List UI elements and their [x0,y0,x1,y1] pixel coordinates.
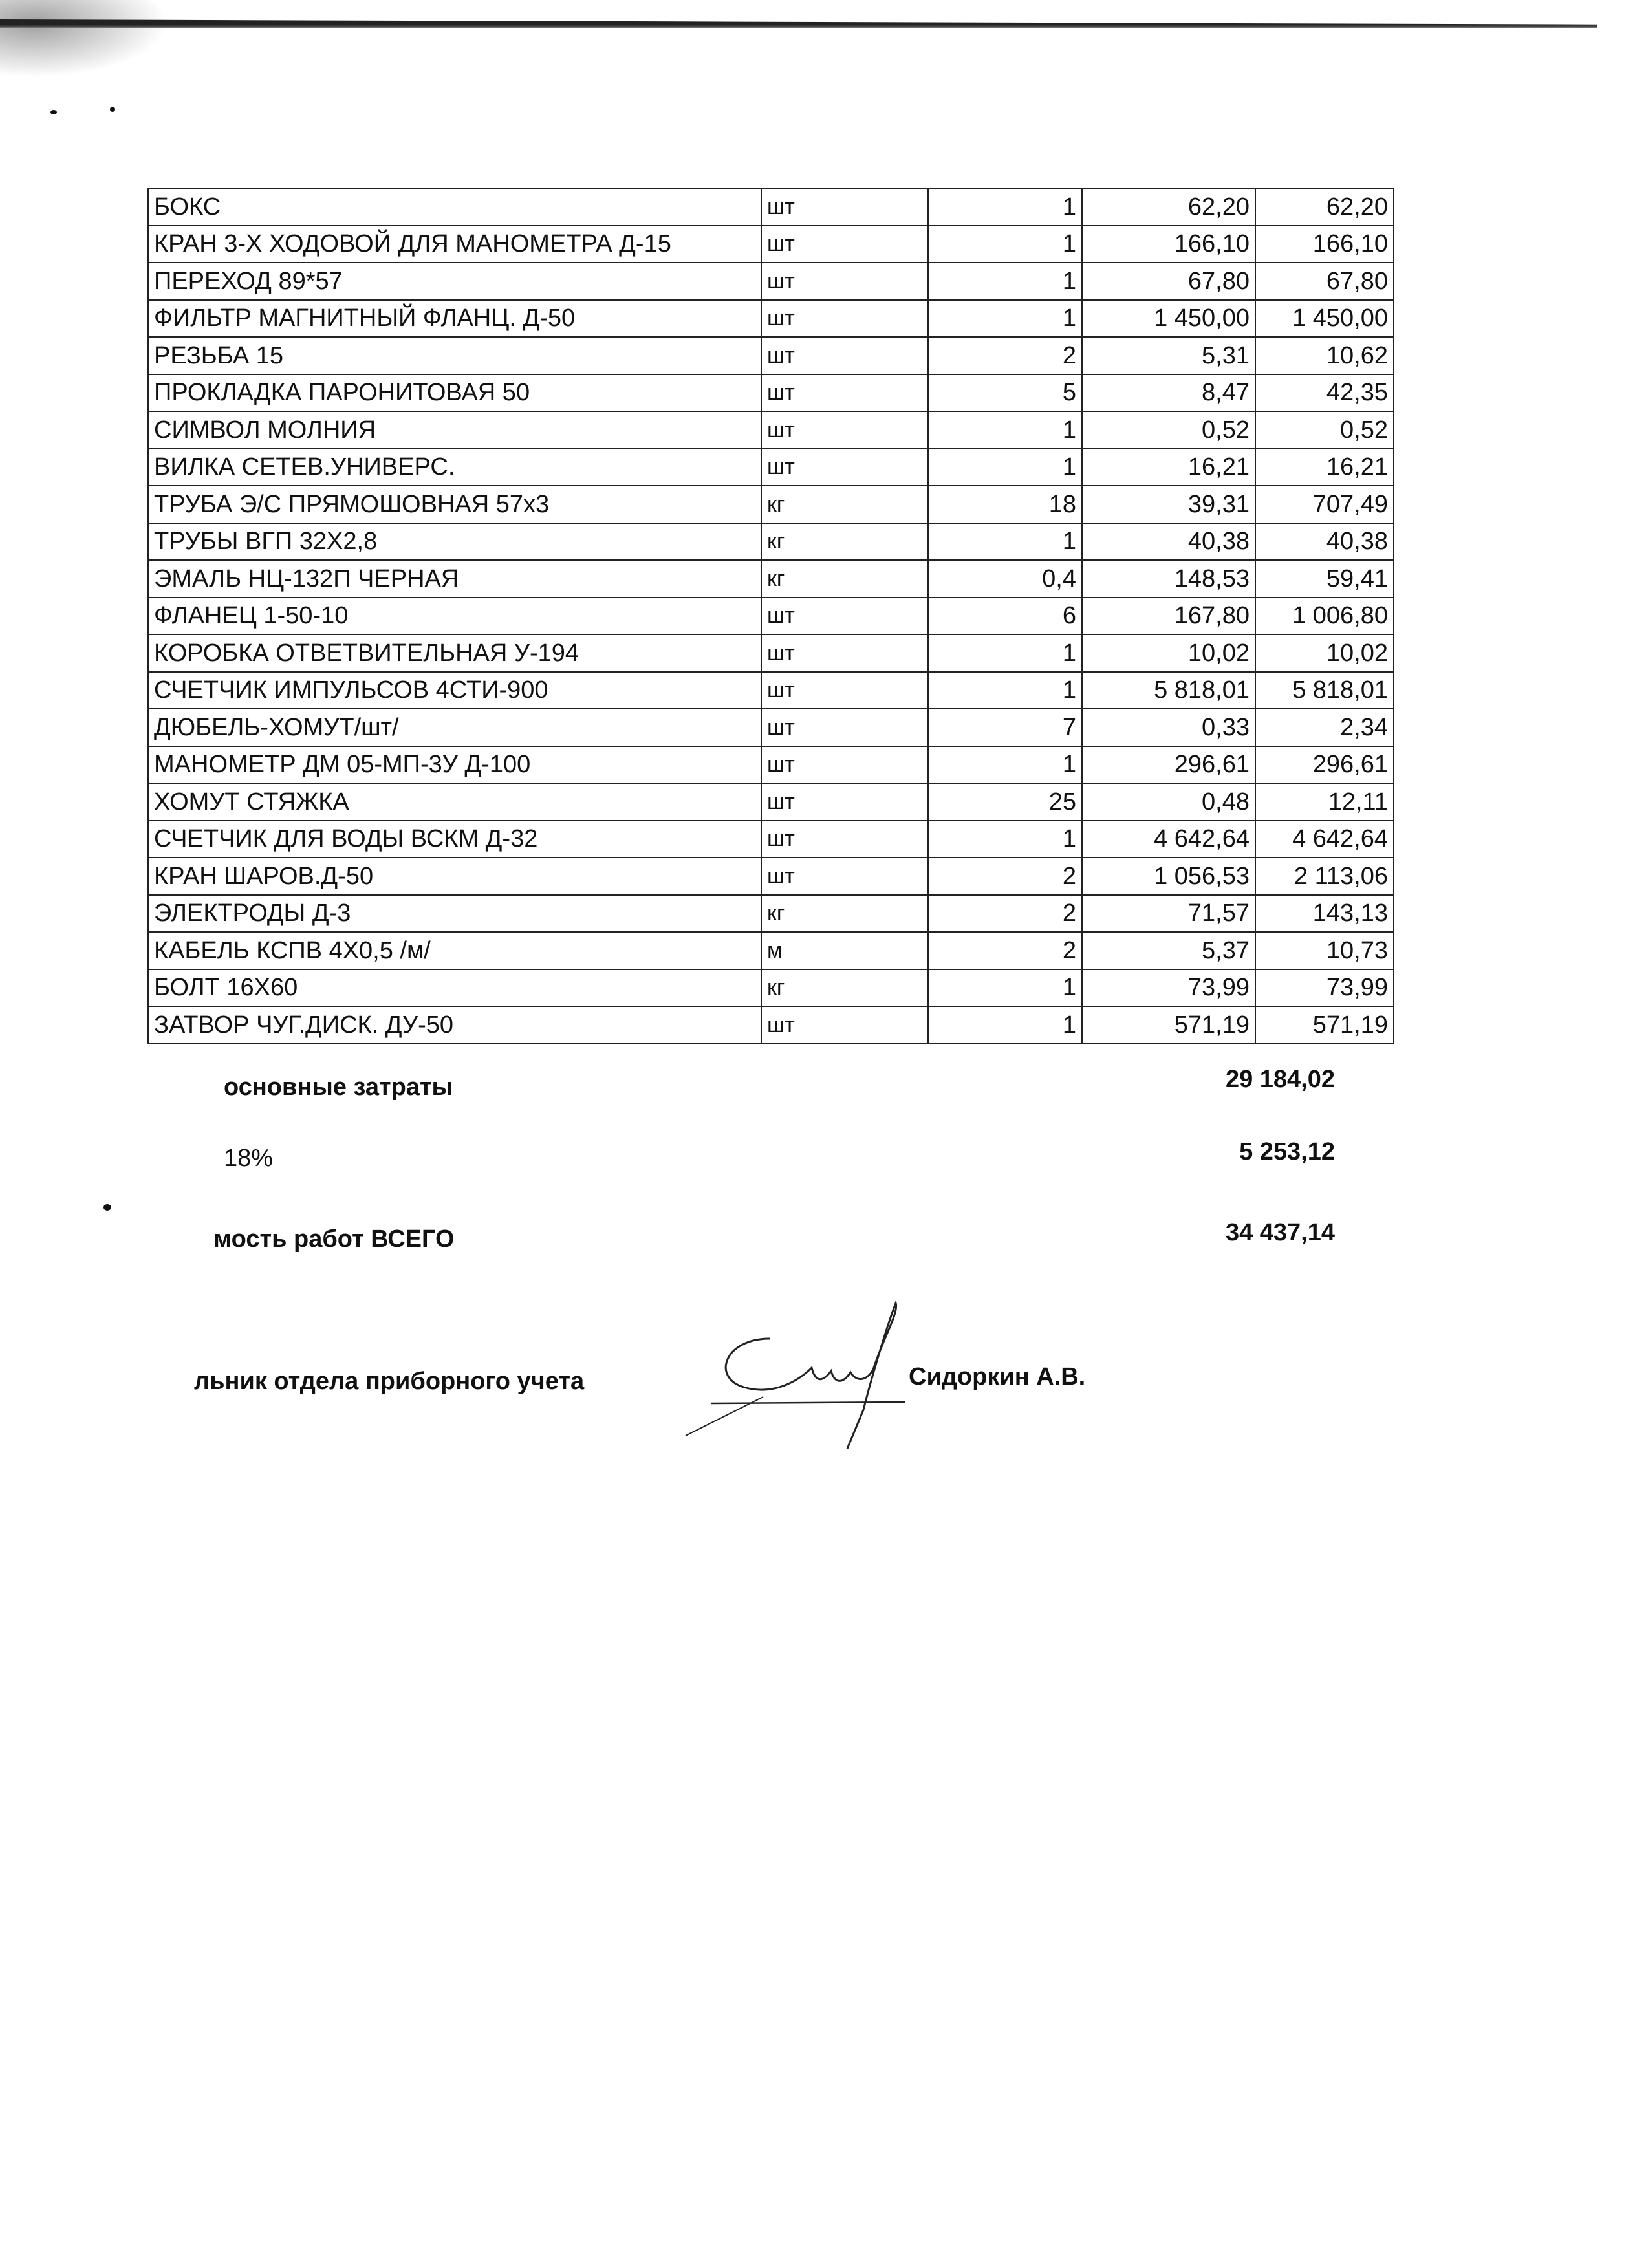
table-row [148,263,1394,300]
item-qty-cell: 1 [928,634,1082,672]
item-sum-cell: 10,02 [1255,634,1394,672]
item-price-cell: 71,57 [1082,895,1255,933]
item-sum-cell: 10,62 [1255,337,1394,374]
table-row [148,932,1394,969]
item-name-cell: ФИЛЬТР МАГНИТНЫЙ ФЛАНЦ. Д-50 [148,300,761,338]
item-qty-cell: 1 [928,821,1082,858]
table-row [148,709,1394,746]
item-sum-cell: 59,41 [1255,560,1394,598]
item-name-cell: СИМВОЛ МОЛНИЯ [148,411,761,449]
item-unit-cell: шт [761,226,928,263]
item-unit-cell: шт [761,672,928,709]
item-name-cell: КРАН ШАРОВ.Д-50 [148,858,761,895]
table-row [148,486,1394,523]
scan-speck [103,1204,111,1211]
item-price-cell: 0,33 [1082,709,1255,746]
total-label-bold: ВСЕГО [371,1226,455,1253]
item-price-cell: 571,19 [1082,1006,1255,1044]
item-name-cell: БОЛТ 16Х60 [148,969,761,1007]
total-label-prefix: мость работ [213,1226,371,1253]
table-row [148,449,1394,486]
item-unit-cell: шт [761,821,928,858]
item-sum-cell: 16,21 [1255,449,1394,486]
item-sum-cell: 67,80 [1255,263,1394,300]
item-sum-cell: 10,73 [1255,932,1394,969]
item-sum-cell: 1 450,00 [1255,300,1394,338]
table-row [148,821,1394,858]
item-unit-cell: шт [761,449,928,486]
item-sum-cell: 62,20 [1255,188,1394,226]
item-unit-cell: шт [761,783,928,821]
vat-label: 18% [224,1145,274,1172]
item-price-cell: 16,21 [1082,449,1255,486]
base-costs-value: 29 184,02 [1225,1066,1335,1093]
table-row [148,560,1394,598]
item-qty-cell: 18 [928,486,1082,523]
item-qty-cell: 5 [928,374,1082,412]
table-row [148,337,1394,374]
item-unit-cell: кг [761,523,928,561]
total-value: 34 437,14 [1225,1219,1335,1246]
base-costs-label: основные затраты [224,1074,453,1101]
table-row [148,746,1394,784]
item-name-cell: ЭЛЕКТРОДЫ Д-3 [148,895,761,933]
item-sum-cell: 1 006,80 [1255,598,1394,635]
table-row [148,969,1394,1007]
scan-speck [50,110,57,114]
item-qty-cell: 2 [928,337,1082,374]
vat-value: 5 253,12 [1239,1138,1335,1165]
item-price-cell: 8,47 [1082,374,1255,412]
items-body [148,188,1394,1044]
item-qty-cell: 1 [928,746,1082,784]
item-qty-cell: 0,4 [928,560,1082,598]
item-sum-cell: 2 113,06 [1255,858,1394,895]
item-price-cell: 1 450,00 [1082,300,1255,338]
table-row [148,226,1394,263]
item-price-cell: 39,31 [1082,486,1255,523]
item-price-cell: 73,99 [1082,969,1255,1007]
item-sum-cell: 707,49 [1255,486,1394,523]
item-price-cell: 296,61 [1082,746,1255,784]
table-row [148,598,1394,635]
table-row [148,300,1394,338]
item-sum-cell: 42,35 [1255,374,1394,412]
item-sum-cell: 5 818,01 [1255,672,1394,709]
item-name-cell: ПРОКЛАДКА ПАРОНИТОВАЯ 50 [148,374,761,412]
item-sum-cell: 73,99 [1255,969,1394,1007]
items-table [147,188,1394,1044]
item-qty-cell: 6 [928,598,1082,635]
item-name-cell: КОРОБКА ОТВЕТВИТЕЛЬНАЯ У-194 [148,634,761,672]
item-unit-cell: шт [761,709,928,746]
item-price-cell: 4 642,64 [1082,821,1255,858]
item-unit-cell: шт [761,598,928,635]
item-name-cell: ЭМАЛЬ НЦ-132П ЧЕРНАЯ [148,560,761,598]
item-price-cell: 5,37 [1082,932,1255,969]
item-qty-cell: 1 [928,672,1082,709]
item-price-cell: 148,53 [1082,560,1255,598]
item-unit-cell: шт [761,188,928,226]
item-unit-cell: шт [761,746,928,784]
item-qty-cell: 1 [928,1006,1082,1044]
item-price-cell: 1 056,53 [1082,858,1255,895]
item-name-cell: МАНОМЕТР ДМ 05-МП-3У Д-100 [148,746,761,784]
item-unit-cell: шт [761,634,928,672]
scan-edge [0,19,1597,28]
item-unit-cell: шт [761,263,928,300]
item-unit-cell: шт [761,411,928,449]
total-label [213,1226,455,1253]
item-name-cell: РЕЗЬБА 15 [148,337,761,374]
table-row [148,411,1394,449]
item-name-cell: СЧЕТЧИК ИМПУЛЬСОВ 4СТИ-900 [148,672,761,709]
item-sum-cell: 571,19 [1255,1006,1394,1044]
item-price-cell: 0,48 [1082,783,1255,821]
item-name-cell: КАБЕЛЬ КСПВ 4Х0,5 /м/ [148,932,761,969]
table-row [148,634,1394,672]
item-price-cell: 62,20 [1082,188,1255,226]
item-price-cell: 0,52 [1082,411,1255,449]
table-row [148,188,1394,226]
scan-speck [110,107,115,112]
item-qty-cell: 1 [928,188,1082,226]
item-unit-cell: м [761,932,928,969]
table-row [148,895,1394,933]
item-name-cell: ХОМУТ СТЯЖКА [148,783,761,821]
item-qty-cell: 1 [928,523,1082,561]
item-unit-cell: шт [761,374,928,412]
item-sum-cell: 296,61 [1255,746,1394,784]
item-price-cell: 10,02 [1082,634,1255,672]
item-unit-cell: шт [761,337,928,374]
item-name-cell: ТРУБЫ ВГП 32Х2,8 [148,523,761,561]
item-unit-cell: кг [761,895,928,933]
table-row [148,672,1394,709]
item-name-cell: ДЮБЕЛЬ-ХОМУТ/шт/ [148,709,761,746]
item-unit-cell: шт [761,300,928,338]
item-unit-cell: шт [761,858,928,895]
item-unit-cell: кг [761,486,928,523]
item-price-cell: 166,10 [1082,226,1255,263]
item-qty-cell: 1 [928,263,1082,300]
item-sum-cell: 143,13 [1255,895,1394,933]
item-unit-cell: шт [761,1006,928,1044]
item-price-cell: 5 818,01 [1082,672,1255,709]
item-price-cell: 67,80 [1082,263,1255,300]
item-qty-cell: 1 [928,969,1082,1007]
signer-position: льник отдела приборного учета [194,1368,585,1395]
table-row [148,374,1394,412]
item-sum-cell: 166,10 [1255,226,1394,263]
item-qty-cell: 2 [928,858,1082,895]
table-row [148,783,1394,821]
item-qty-cell: 1 [928,449,1082,486]
item-qty-cell: 25 [928,783,1082,821]
item-unit-cell: кг [761,969,928,1007]
table-row [148,1006,1394,1044]
item-qty-cell: 1 [928,226,1082,263]
item-qty-cell: 1 [928,411,1082,449]
item-price-cell: 5,31 [1082,337,1255,374]
item-name-cell: ТРУБА Э/С ПРЯМОШОВНАЯ 57х3 [148,486,761,523]
item-qty-cell: 2 [928,932,1082,969]
item-price-cell: 167,80 [1082,598,1255,635]
item-unit-cell: кг [761,560,928,598]
item-price-cell: 40,38 [1082,523,1255,561]
item-name-cell: ПЕРЕХОД 89*57 [148,263,761,300]
item-name-cell: БОКС [148,188,761,226]
item-name-cell: КРАН 3-Х ХОДОВОЙ ДЛЯ МАНОМЕТРА Д-15 [148,226,761,263]
item-name-cell: ЗАТВОР ЧУГ.ДИСК. ДУ-50 [148,1006,761,1044]
item-qty-cell: 7 [928,709,1082,746]
item-sum-cell: 0,52 [1255,411,1394,449]
scan-smudge [0,0,168,78]
item-name-cell: СЧЕТЧИК ДЛЯ ВОДЫ ВСКМ Д-32 [148,821,761,858]
item-sum-cell: 12,11 [1255,783,1394,821]
table-row [148,858,1394,895]
table-row [148,523,1394,561]
item-qty-cell: 2 [928,895,1082,933]
item-sum-cell: 4 642,64 [1255,821,1394,858]
signer-name: Сидоркин А.В. [909,1363,1086,1390]
item-sum-cell: 40,38 [1255,523,1394,561]
handwritten-signature [673,1300,944,1449]
item-qty-cell: 1 [928,300,1082,338]
item-sum-cell: 2,34 [1255,709,1394,746]
item-name-cell: ВИЛКА СЕТЕВ.УНИВЕРС. [148,449,761,486]
item-name-cell: ФЛАНЕЦ 1-50-10 [148,598,761,635]
